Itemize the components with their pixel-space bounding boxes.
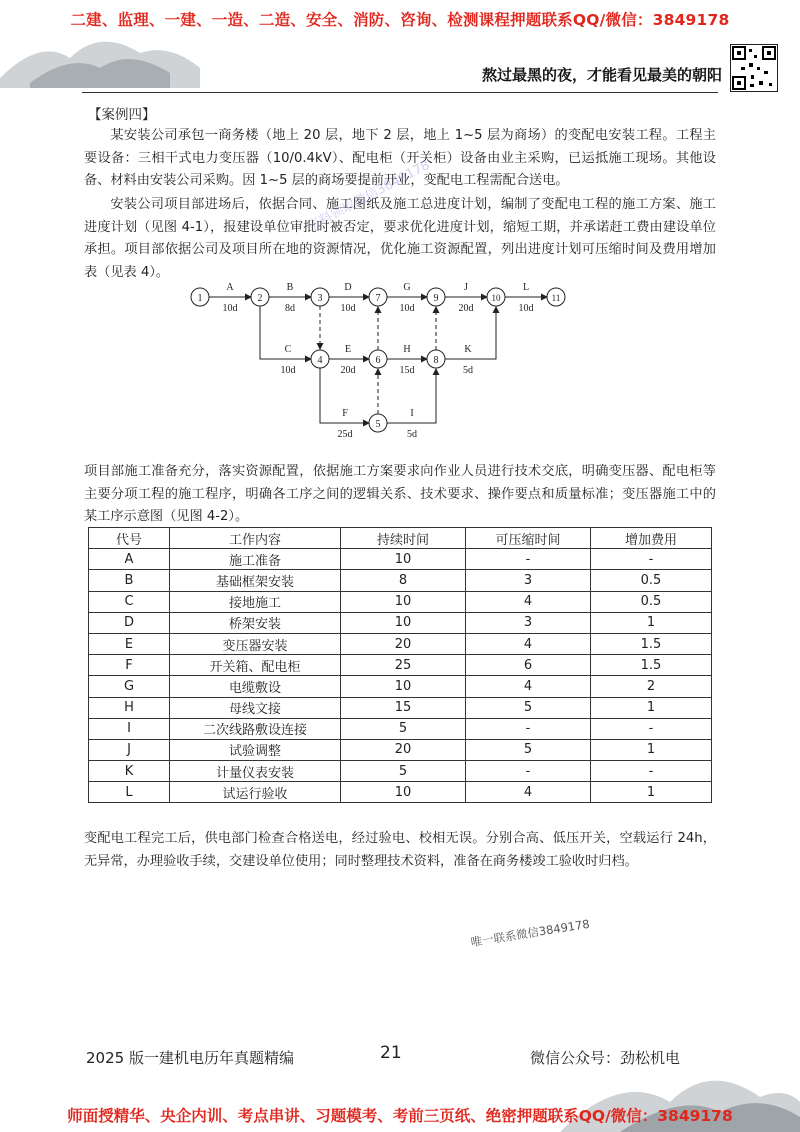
- table-cell: 1: [591, 612, 712, 633]
- table-cell: A: [89, 549, 170, 570]
- col-header: 增加费用: [591, 528, 712, 549]
- table-cell: -: [466, 761, 591, 782]
- col-header: 代号: [89, 528, 170, 549]
- table-cell: 开关箱、配电柜: [170, 655, 341, 676]
- table-row: [89, 761, 712, 782]
- node-label: 8: [433, 355, 439, 366]
- table-cell: 25: [341, 655, 466, 676]
- table-row: [89, 570, 712, 591]
- activity-name: B: [286, 282, 294, 293]
- table-cell: 1: [591, 739, 712, 760]
- node-label: 1: [197, 293, 203, 304]
- case-title: 【案例四】: [88, 107, 156, 123]
- table-cell: 基础框架安装: [170, 570, 341, 591]
- table-row: [89, 739, 712, 760]
- table-cell: 3: [466, 612, 591, 633]
- table-row: [89, 697, 712, 718]
- table-cell: 2: [591, 676, 712, 697]
- activity-name: E: [344, 344, 352, 355]
- activity-name: G: [403, 282, 411, 293]
- table-cell: 0.5: [591, 591, 712, 612]
- compression-table: [88, 527, 712, 803]
- activity-duration: 5d: [407, 429, 417, 440]
- node-label: 3: [317, 293, 323, 304]
- table-cell: 桥架安装: [170, 612, 341, 633]
- table-cell: 变压器安装: [170, 633, 341, 654]
- table-cell: 4: [466, 676, 591, 697]
- table-cell: 20: [341, 739, 466, 760]
- table-cell: 母线文接: [170, 697, 341, 718]
- table-cell: K: [89, 761, 170, 782]
- case-paragraph-1: 某安装公司承包一商务楼（地上 20 层，地下 2 层，地上 1~5 层为商场）的变配电安装工程。工程主要设备：三相干式电力变压器（10/0.4kV）、配电柜（开关柜）设备由业主采购，已运抵施工现场。其他设备、材料由安装公司采购。因 1~5 层的商场要提前开业，变配电工程需配合送电。: [84, 128, 716, 188]
- network-diagram: [180, 275, 600, 450]
- table-cell: 15: [341, 697, 466, 718]
- node-label: 2: [257, 293, 263, 304]
- table-cell: J: [89, 739, 170, 760]
- table-row: [89, 591, 712, 612]
- page-number: 21: [380, 1043, 402, 1063]
- activity-duration: 10d: [280, 365, 296, 376]
- table-cell: I: [89, 718, 170, 739]
- table-row: [89, 676, 712, 697]
- activity-duration: 20d: [340, 365, 356, 376]
- table-cell: 8: [341, 570, 466, 591]
- activity-duration: 10d: [399, 303, 415, 314]
- node-label: 7: [375, 293, 381, 304]
- table-cell: 10: [341, 612, 466, 633]
- col-header: 持续时间: [341, 528, 466, 549]
- table-cell: 施工准备: [170, 549, 341, 570]
- table-cell: 计量仪表安装: [170, 761, 341, 782]
- activity-duration: 10d: [222, 303, 238, 314]
- table-cell: 接地施工: [170, 591, 341, 612]
- table-cell: 10: [341, 591, 466, 612]
- table-cell: F: [89, 655, 170, 676]
- table-cell: 4: [466, 633, 591, 654]
- table-cell: 试运行验收: [170, 782, 341, 803]
- table-cell: 1: [591, 782, 712, 803]
- table-cell: 二次线路敷设连接: [170, 718, 341, 739]
- handwritten-note: 唯一联系微信3849178: [469, 916, 591, 950]
- table-cell: 电缆敷设: [170, 676, 341, 697]
- table-cell: 4: [466, 782, 591, 803]
- table-cell: -: [591, 761, 712, 782]
- table-cell: G: [89, 676, 170, 697]
- footer-wechat: 微信公众号：劲松机电: [530, 1049, 681, 1067]
- table-cell: 10: [341, 549, 466, 570]
- table-cell: 10: [341, 676, 466, 697]
- bottom-promo-banner: 师面授精华、央企内训、考点串讲、习题模考、考前三页纸、绝密押题联系QQ/微信：3849178: [67, 1107, 733, 1125]
- header-motto: 熬过最黑的夜，才能看见最美的朝阳: [481, 66, 722, 84]
- table-cell: 5: [466, 697, 591, 718]
- table-cell: -: [591, 549, 712, 570]
- table-cell: 1.5: [591, 655, 712, 676]
- table-row: [89, 782, 712, 803]
- table-header-row: [89, 528, 712, 549]
- activity-name: L: [522, 282, 530, 293]
- col-header: 可压缩时间: [466, 528, 591, 549]
- watermark: 资料领取微信3849178: [305, 157, 433, 235]
- activity-duration: 8d: [285, 303, 295, 314]
- activity-name: F: [342, 408, 348, 419]
- table-row: [89, 655, 712, 676]
- table-cell: 4: [466, 591, 591, 612]
- node-label: 9: [433, 293, 439, 304]
- table-cell: -: [466, 549, 591, 570]
- table-cell: 5: [341, 761, 466, 782]
- table-cell: H: [89, 697, 170, 718]
- table-cell: 试验调整: [170, 739, 341, 760]
- table-row: [89, 612, 712, 633]
- activity-duration: 10d: [340, 303, 356, 314]
- activity-duration: 10d: [518, 303, 534, 314]
- activity-duration: 5d: [463, 365, 473, 376]
- table-cell: D: [89, 612, 170, 633]
- activity-name: J: [464, 282, 468, 293]
- activity-duration: 15d: [399, 365, 415, 376]
- activity-name: A: [226, 282, 234, 293]
- activity-duration: 20d: [458, 303, 474, 314]
- table-cell: 1.5: [591, 633, 712, 654]
- activity-duration: 25d: [337, 429, 353, 440]
- table-cell: 0.5: [591, 570, 712, 591]
- table-row: [89, 549, 712, 570]
- table-cell: 5: [341, 718, 466, 739]
- top-promo-banner: 二建、监理、一建、一造、二造、安全、消防、咨询、检测课程押题联系QQ/微信：3849178: [70, 11, 730, 29]
- table-row: [89, 718, 712, 739]
- col-header: 工作内容: [170, 528, 341, 549]
- table-cell: 6: [466, 655, 591, 676]
- node-label: 10: [491, 293, 501, 303]
- node-label: 11: [551, 293, 561, 303]
- activity-name: C: [284, 344, 292, 355]
- table-cell: L: [89, 782, 170, 803]
- case-paragraph-4: 变配电工程完工后，供电部门检查合格送电，经过验电、校相无误。分别合高、低压开关，空载运行 24h，无异常，办理验收手续，交建设单位使用；同时整理技术资料，准备在商务楼竣工验收时归档。: [84, 831, 716, 869]
- table-cell: C: [89, 591, 170, 612]
- activity-name: H: [403, 344, 411, 355]
- table-cell: 1: [591, 697, 712, 718]
- table-cell: 20: [341, 633, 466, 654]
- case-paragraph-2: 安装公司项目部进场后，依据合同、施工图纸及施工总进度计划，编制了变配电工程的施工方案、施工进度计划（见图 4-1），报建设单位审批时被否定，要求优化进度计划，缩短工期，并承诺赶工费由建设单位承担。项目部依据公司及项目所在地的资源情况，优化施工资源配置，列出进度计划可压缩时间及费用增加表（见表 4）。: [84, 197, 716, 280]
- table-cell: 10: [341, 782, 466, 803]
- qr-code-icon[interactable]: [730, 44, 778, 92]
- activity-name: K: [464, 344, 472, 355]
- table-row: [89, 633, 712, 654]
- activity-name: D: [344, 282, 352, 293]
- table-cell: E: [89, 633, 170, 654]
- table-cell: 5: [466, 739, 591, 760]
- activity-name: I: [410, 408, 414, 419]
- table-cell: -: [466, 718, 591, 739]
- table-cell: 3: [466, 570, 591, 591]
- table-cell: -: [591, 718, 712, 739]
- header-divider: [82, 92, 718, 93]
- node-label: 4: [317, 355, 323, 366]
- table-cell: B: [89, 570, 170, 591]
- case-paragraph-3: 项目部施工准备充分，落实资源配置，依据施工方案要求向作业人员进行技术交底，明确变压器、配电柜等主要分项工程的施工程序，明确各工序之间的逻辑关系、技术要求、操作要点和质量标准；变压器施工中的某工序示意图（见图 4-2）。: [84, 464, 716, 524]
- node-label: 6: [375, 355, 381, 366]
- footer-book-title: 2025 版一建机电历年真题精编: [86, 1049, 294, 1067]
- node-label: 5: [375, 419, 381, 430]
